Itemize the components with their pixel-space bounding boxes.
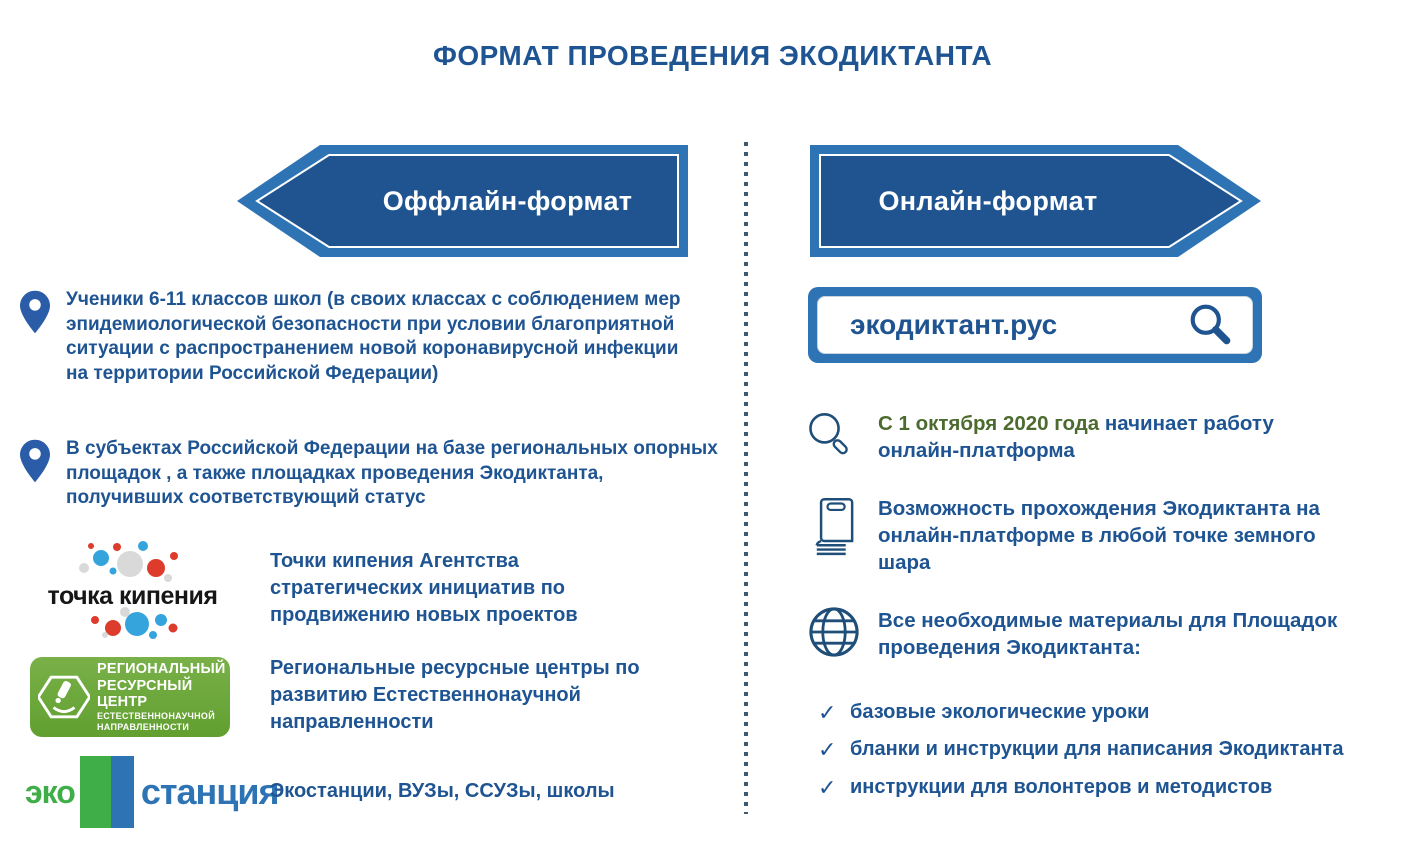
offline-banner-label: Оффлайн-формат <box>382 185 633 216</box>
search-icon[interactable] <box>1188 302 1234 348</box>
online-item-2-text: Возможность прохождения Экодиктанта на онлайн-платформе в любой точке земного шара <box>878 497 1320 575</box>
checklist-item-text: инструкции для волонтеров и методистов <box>850 775 1273 798</box>
regional-resource-center-description: Региональные ресурсные центры по развитию Естественнонаучной направленности <box>270 657 640 733</box>
rrc-line-1: РЕГИОНАЛЬНЫЙ <box>97 661 226 678</box>
location-pin-icon <box>20 439 50 483</box>
search-bar[interactable] <box>808 287 1262 363</box>
ekostantsiya-color-block <box>80 756 134 828</box>
regional-resource-center-logo <box>30 657 230 737</box>
search-input[interactable] <box>817 296 1253 354</box>
check-icon: ✓ <box>818 737 837 763</box>
location-pin-icon <box>20 290 50 334</box>
ekostantsiya-wordmark-stantsiya: станция <box>140 771 279 812</box>
start-date-highlight: С 1 октября 2020 года <box>878 412 1100 435</box>
checklist-item-text: базовые экологические уроки <box>850 701 1150 723</box>
book-icon <box>810 496 860 556</box>
ekostantsiya-wordmark-eko: эко <box>25 773 75 810</box>
rrc-line-5: НАПРАВЛЕННОСТИ <box>97 721 190 732</box>
materials-checklist <box>818 700 1424 812</box>
rrc-line-3: ЦЕНТР <box>97 694 148 711</box>
tochka-kipeniya-logo <box>25 538 240 640</box>
tochka-kipeniya-description: Точки кипения Агентства стратегических инициатив по продвижению новых проектов <box>270 550 578 626</box>
offline-bullet-2 <box>20 437 740 511</box>
ekostantsiya-logo <box>25 753 279 831</box>
microscope-hexagon-icon <box>38 669 90 725</box>
dotted-divider <box>744 142 748 814</box>
search-value: экодиктант.рус <box>850 309 1058 340</box>
checklist-item <box>818 775 1424 801</box>
check-icon: ✓ <box>818 774 837 800</box>
checklist-item <box>818 737 1424 763</box>
offline-bullet-1-text: Ученики 6-11 классов школ (в своих классах с соблюдением мер эпидемиологической безопасности при условии благоприятной ситуации с распространением новой коронавирусной инфекции на территории Российской Федерации) <box>66 289 681 385</box>
regional-resource-center-wordmark <box>97 662 225 732</box>
tochka-kipeniya-wordmark: точка кипения <box>47 582 218 610</box>
offline-bullet-2-text: В субъектах Российской Федерации на базе региональных опорных площадок , а также площадках проведения Экодиктанта, получивших соответствующий статус <box>66 438 718 509</box>
rrc-line-4: ЕСТЕСТВЕННОНАУЧНОЙ <box>97 710 216 721</box>
page-title: ФОРМАТ ПРОВЕДЕНИЯ ЭКОДИКТАНТА <box>432 40 993 71</box>
check-icon: ✓ <box>818 700 837 725</box>
online-item-3-text: Все необходимые материалы для Площадок проведения Экодиктанта: <box>878 609 1338 660</box>
offline-bullet-1 <box>20 288 710 387</box>
ekostantsiya-description: Экостанции, ВУЗы, ССУЗы, школы <box>270 780 615 802</box>
magnifier-icon <box>806 410 856 464</box>
online-item-1-text <box>878 410 1348 464</box>
online-banner-label: Онлайн-формат <box>878 185 1098 216</box>
checklist-item-text: бланки и инструкции для написания Экодиктанта <box>850 738 1344 761</box>
online-item-1-rest: начинает работу онлайн-платформа <box>878 412 1274 463</box>
globe-icon <box>806 604 862 660</box>
checklist-item <box>818 700 1424 726</box>
rrc-line-2: РЕСУРСНЫЙ <box>97 677 193 694</box>
